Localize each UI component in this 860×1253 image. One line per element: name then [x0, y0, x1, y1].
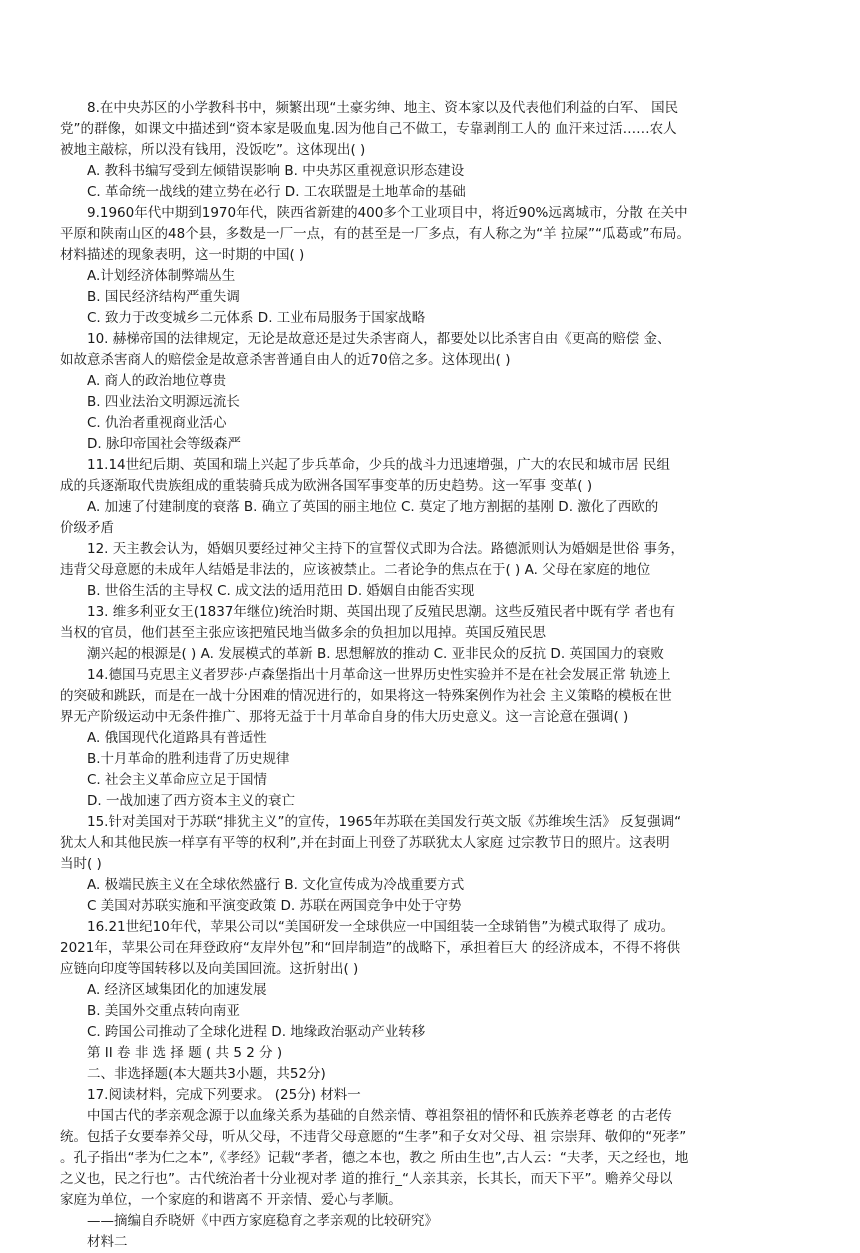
material-citation: ——摘编自乔晓妍《中西方家庭稳育之孝亲观的比较研究》	[87, 1213, 438, 1229]
question-stem-line: 材料描述的现象表明，这一时期的中国( )	[60, 247, 305, 263]
question-stem-line: 违背父母意愿的未成年人结婚是非法的，应该被禁止。二者论争的焦点在于( ) A. 父母在家庭的地位	[60, 562, 651, 578]
answer-option: A. 商人的政治地位尊贵	[87, 373, 227, 389]
question-stem-line: 被地主敲棕，所以没有钱用，没饭吃”。这体现出( )	[60, 142, 366, 158]
material-line: 家庭为单位，一个家庭的和谐离不 开亲情、爱心与孝顺。	[60, 1192, 402, 1208]
question-stem-line: 15.针对美国对于苏联“排犹主义”的宣传，1965年苏联在美国发行英文版《苏维埃生活》 反复强调“	[87, 814, 682, 830]
question-stem-line: 当时( )	[60, 856, 102, 872]
question-stem-line: 犹太人和其他民族一样享有平等的权利”,并在封面上刊登了苏联犹太人家庭 过宗教节日的照片。这表明	[60, 835, 670, 851]
answer-option: A. 经济区域集团化的加速发展	[87, 982, 267, 998]
question-9	[60, 203, 772, 329]
question-stem-line: 10. 赫梯帝国的法律规定，无论是故意还是过失杀害商人，都要处以比杀害自由《更高的赔偿 金、	[87, 331, 671, 347]
exam-page	[60, 98, 772, 1253]
answer-option: A.计划经济体制弊端丛生	[87, 268, 236, 284]
question-stem-line: 的突破和跳跃，而是在一战十分困难的情况进行的，如果将这一特殊案例作为社会 主义策略的模板在世	[60, 688, 672, 704]
question-stem-line: 平原和陕南山区的48个县，多数是一厂一点，有的甚至是一厂多点，有人称之为“羊 拉屎”“瓜葛或”布局。	[60, 226, 690, 242]
answer-option: C. 仇治者重视商业活心	[87, 415, 227, 431]
question-stem-line: 2021年，苹果公司在拜登政府“友岸外包”和“回岸制造”的战略下，承担着巨大 的经济成本，不得不将供	[60, 940, 681, 956]
question-stem-line: 12. 天主教会认为，婚姻贝要经过神父主持下的宣誓仪式即为合法。路德派则认为婚姻是世俗 事务，	[87, 541, 685, 557]
question-15	[60, 812, 772, 917]
answer-option: C. 致力于改变城乡二元体系 D. 工业布局服务于国家战略	[87, 310, 426, 326]
answer-option: 潮兴起的根源是( ) A. 发展模式的革新 B. 思想解放的推动 C. 亚非民众的反抗 D. 英国国力的衰败	[87, 646, 664, 662]
answer-option: D. 脉印帝国社会等级森严	[87, 436, 241, 452]
question-16	[60, 917, 772, 1043]
answer-option: C 美国对苏联实施和平演变政策 D. 苏联在两国竞争中处于守势	[87, 898, 462, 914]
answer-option: C. 社会主义革命应立足于国情	[87, 772, 268, 788]
question-stem-line: 9.1960年代中期到1970年代，陕西省新建的400多个工业项目中，将近90%远离城市，分散 在关中	[87, 205, 688, 221]
part-two	[60, 1043, 772, 1253]
material-line: 。孔子指出“孝为仁之本”,《孝经》记载“孝者，德之本也，教之 所由生也”,古人云：“夫孝，天之经也，地	[60, 1150, 689, 1166]
question-stem-line: 党”的群像，如课文中描述到“资本家是吸血鬼.因为他自己不做工，专靠剥削工人的 血汗来过活……农人	[60, 121, 677, 137]
answer-option: B. 国民经济结构严重失调	[87, 289, 240, 305]
material-line: 统。包括子女要奉养父母，听从父母，不违背父母意愿的“生孝”和子女对父母、祖 宗崇拜、敬仰的“死孝”	[60, 1129, 687, 1145]
answer-option: B. 美国外交重点转向南亚	[87, 1003, 240, 1019]
material-two-label: 材料二	[87, 1234, 128, 1250]
question-stem-line: 11.14世纪后期、英国和瑞上兴起了步兵革命，少兵的战斗力迅速增强，广大的农民和城市居 民组	[87, 457, 670, 473]
material-line: 中国古代的孝亲观念源于以血缘关系为基础的自然亲情、尊祖祭祖的情怀和氏族养老尊老 的古老传	[87, 1108, 672, 1124]
answer-option: D. 一战加速了西方资本主义的衰亡	[87, 793, 295, 809]
answer-option: A. 加速了付建制度的衰落 B. 确立了英国的丽主地位 C. 莫定了地方割据的基刚 D. 激化了西欧的	[87, 499, 659, 515]
question-stem-line: 13. 维多利亚女王(1837年继位)统治时期、英国出现了反殖民思潮。这些反殖民者中既有学 者也有	[87, 604, 675, 620]
answer-option: B. 四业法治文明源远流长	[87, 394, 240, 410]
answer-option: A. 教科书编写受到左倾错误影响 B. 中央苏区重视意识形态建设	[87, 163, 465, 179]
question-stem-line: 如故意杀害商人的赔偿金是故意杀害普通自由人的近70倍之多。这体现出( )	[60, 352, 511, 368]
answer-option: B. 世俗生活的主导权 C. 成文法的适用范田 D. 婚姻自由能否实现	[87, 583, 475, 599]
question-stem-line: 当权的官员，他们甚至主张应该把殖民地当做多余的负担加以甩掉。英国反殖民思	[60, 625, 546, 641]
answer-option: A. 极端民族主义在全球依然盛行 B. 文化宣传成为冷战重要方式	[87, 877, 465, 893]
question-10	[60, 329, 772, 455]
question-stem-line: 应链向印度等国转移以及向美国回流。这折射出( )	[60, 961, 359, 977]
section-title: 二、非选择题(本大题共3小题，共52分)	[87, 1066, 326, 1082]
material-line: 之义也，民之行也”。古代统治者十分业视对孝 道的推行_“人亲其亲，长其长，而天下平”。赡养父母以	[60, 1171, 673, 1187]
question-stem-line: 8.在中央苏区的小学教科书中，频繁出现“土豪劣绅、地主、资本家以及代表他们利益的白军、 国民	[87, 100, 679, 116]
question-11	[60, 455, 772, 539]
question-12	[60, 539, 772, 602]
question-stem-line: 16.21世纪10年代，苹果公司以“美国研发一全球供应一中国组装一全球销售”为模式取得了 成功。	[87, 919, 675, 935]
answer-option: B.十月革命的胜利违背了历史规律	[87, 751, 290, 767]
answer-option: A. 俄国现代化道路具有普适性	[87, 730, 267, 746]
question-stem-line: 成的兵逐渐取代贵族组成的重装骑兵成为欧洲各国军事变革的历史趋势。这一军事 变革( )	[60, 478, 593, 494]
answer-option: 价级矛盾	[60, 520, 114, 536]
question-stem-line: 14.德国马克思主义者罗莎·卢森堡指出十月革命这一世界历史性实验并不是在社会发展正常 轨迹上	[87, 667, 671, 683]
question-17-intro: 17.阅读材料，完成下列要求。 (25分) 材料一	[87, 1087, 361, 1103]
answer-option: C. 革命统一战线的建立势在必行 D. 工农联盟是土地革命的基础	[87, 184, 466, 200]
question-8	[60, 98, 772, 203]
question-stem-line: 界无产阶级运动中无条件推广、那将无益于十月革命自身的伟大历史意义。这一言论意在强调( )	[60, 709, 629, 725]
volume-title: 第 II 卷 非 选 择 题 ( 共 5 2 分 )	[87, 1045, 283, 1061]
question-14	[60, 665, 772, 812]
question-13	[60, 602, 772, 665]
answer-option: C. 跨国公司推动了全球化进程 D. 地缘政治驱动产业转移	[87, 1024, 426, 1040]
